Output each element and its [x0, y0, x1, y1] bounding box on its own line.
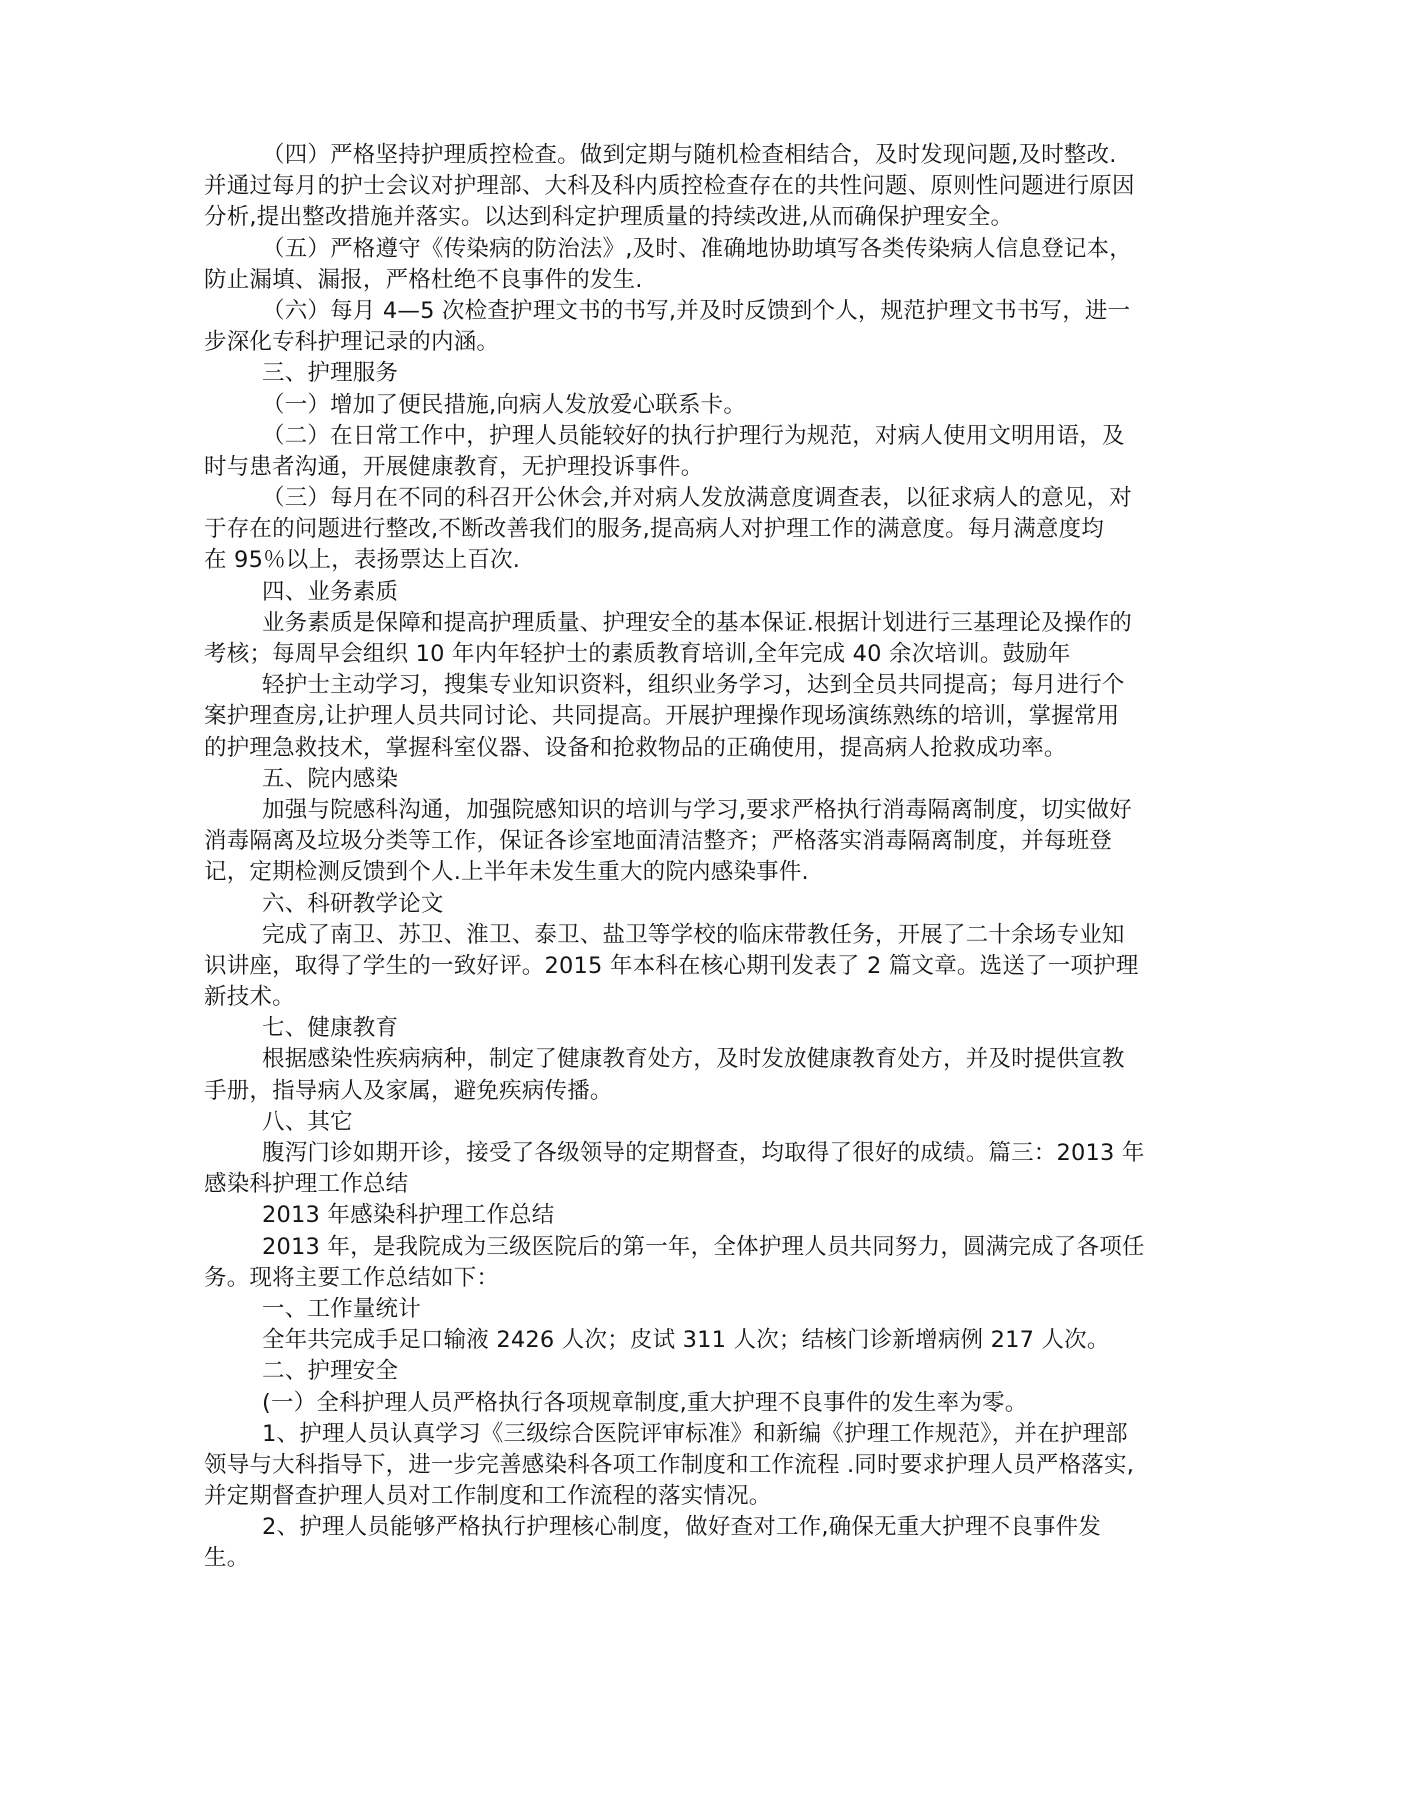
- text-line: 2013 年，是我院成为三级医院后的第一年，全体护理人员共同努力，圆满完成了各项任: [262, 1233, 1145, 1260]
- text-line: 2、护理人员能够严格执行护理核心制度，做好查对工作,确保无重大护理不良事件发: [262, 1514, 1102, 1541]
- text-line: 三、护理服务: [262, 360, 399, 387]
- text-line: 生。: [204, 1545, 250, 1572]
- text-line: 并定期督查护理人员对工作制度和工作流程的落实情况。: [204, 1483, 772, 1510]
- text-line: 完成了南卫、苏卫、淮卫、泰卫、盐卫等学校的临床带教任务，开展了二十余场专业知: [262, 921, 1125, 948]
- text-line: 1、护理人员认真学习《三级综合医院评审标准》和新编《护理工作规范》，并在护理部: [262, 1420, 1128, 1447]
- text-line: 考核；每周早会组织 10 年内年轻护士的素质教育培训,全年完成 40 余次培训。鼓励年: [204, 641, 1071, 667]
- text-line: 在 95％以上，表扬票达上百次.: [204, 547, 521, 574]
- text-line: 全年共完成手足口输液 2426 人次；皮试 311 人次；结核门诊新增病例 217 人次。: [262, 1327, 1110, 1354]
- text-line: 务。现将主要工作总结如下：: [204, 1264, 500, 1291]
- text-line: 七、健康教育: [262, 1015, 399, 1042]
- text-line: 一、工作量统计: [262, 1295, 421, 1322]
- text-line: 四、业务素质: [262, 578, 399, 605]
- text-line: （三）每月在不同的科召开公休会,并对病人发放满意度调查表，以征求病人的意见，对: [262, 485, 1132, 512]
- text-line: 加强与院感科沟通，加强院感知识的培训与学习,要求严格执行消毒隔离制度，切实做好: [262, 796, 1132, 823]
- text-line: 手册，指导病人及家属，避免疾病传播。: [204, 1077, 613, 1104]
- text-line: （一）增加了便民措施,向病人发放爱心联系卡。: [262, 391, 747, 418]
- text-line: 感染科护理工作总结: [204, 1171, 409, 1198]
- text-line: 六、科研教学论文: [262, 890, 444, 917]
- text-line: 根据感染性疾病病种，制定了健康教育处方，及时发放健康教育处方，并及时提供宣教: [262, 1046, 1125, 1073]
- text-line: 领导与大科指导下，进一步完善感染科各项工作制度和工作流程 .同时要求护理人员严格落实,: [204, 1451, 1135, 1478]
- text-line: 防止漏填、漏报，严格杜绝不良事件的发生.: [204, 266, 643, 293]
- text-line: 步深化专科护理记录的内涵。: [204, 329, 500, 356]
- text-line: 新技术。: [204, 984, 295, 1011]
- text-line: 二、护理安全: [262, 1358, 399, 1385]
- text-line: 五、院内感染: [262, 765, 399, 792]
- text-line: 轻护士主动学习，搜集专业知识资料，组织业务学习，达到全员共同提高；每月进行个: [262, 672, 1125, 699]
- text-line: 消毒隔离及垃圾分类等工作，保证各诊室地面清洁整齐；严格落实消毒隔离制度，并每班登: [204, 828, 1113, 855]
- text-line: （六）每月 4—5 次检查护理文书的书写,并及时反馈到个人，规范护理文书书写，进一: [262, 297, 1131, 324]
- text-line: （四）严格坚持护理质控检查。做到定期与随机检查相结合，及时发现问题,及时整改.: [262, 142, 1117, 168]
- text-line: 并通过每月的护士会议对护理部、大科及科内质控检查存在的共性问题、原则性问题进行原因: [204, 173, 1135, 200]
- text-line: 八、其它: [262, 1108, 353, 1135]
- text-line: 腹泻门诊如期开诊，接受了各级领导的定期督查，均取得了很好的成绩。篇三：2013 年: [262, 1140, 1145, 1166]
- text-line: 时与患者沟通，开展健康教育，无护理投诉事件。: [204, 453, 704, 480]
- text-line: （二）在日常工作中，护理人员能较好的执行护理行为规范，对病人使用文明用语，及: [262, 422, 1125, 449]
- text-line: (一）全科护理人员严格执行各项规章制度,重大护理不良事件的发生率为零。: [262, 1389, 1028, 1416]
- text-line: 2013 年感染科护理工作总结: [262, 1202, 555, 1229]
- text-line: 案护理查房,让护理人员共同讨论、共同提高。开展护理操作现场演练熟练的培训，掌握常用: [204, 703, 1120, 730]
- text-line: 识讲座，取得了学生的一致好评。2015 年本科在核心期刊发表了 2 篇文章。选送了一项护理: [204, 952, 1139, 979]
- document-page: [204, 140, 1184, 1575]
- text-line: 于存在的问题进行整改,不断改善我们的服务,提高病人对护理工作的满意度。每月满意度均: [204, 516, 1105, 543]
- text-line: 分析,提出整改措施并落实。以达到科定护理质量的持续改进,从而确保护理安全。: [204, 204, 1014, 231]
- text-line: 记，定期检测反馈到个人.上半年未发生重大的院内感染事件.: [204, 859, 809, 886]
- text-line: 的护理急救技术，掌握科室仪器、设备和抢救物品的正确使用，提高病人抢救成功率。: [204, 734, 1067, 761]
- text-line: （五）严格遵守《传染病的防治法》,及时、准确地协助填写各类传染病人信息登记本，: [262, 235, 1132, 262]
- text-line: 业务素质是保障和提高护理质量、护理安全的基本保证.根据计划进行三基理论及操作的: [262, 609, 1132, 636]
